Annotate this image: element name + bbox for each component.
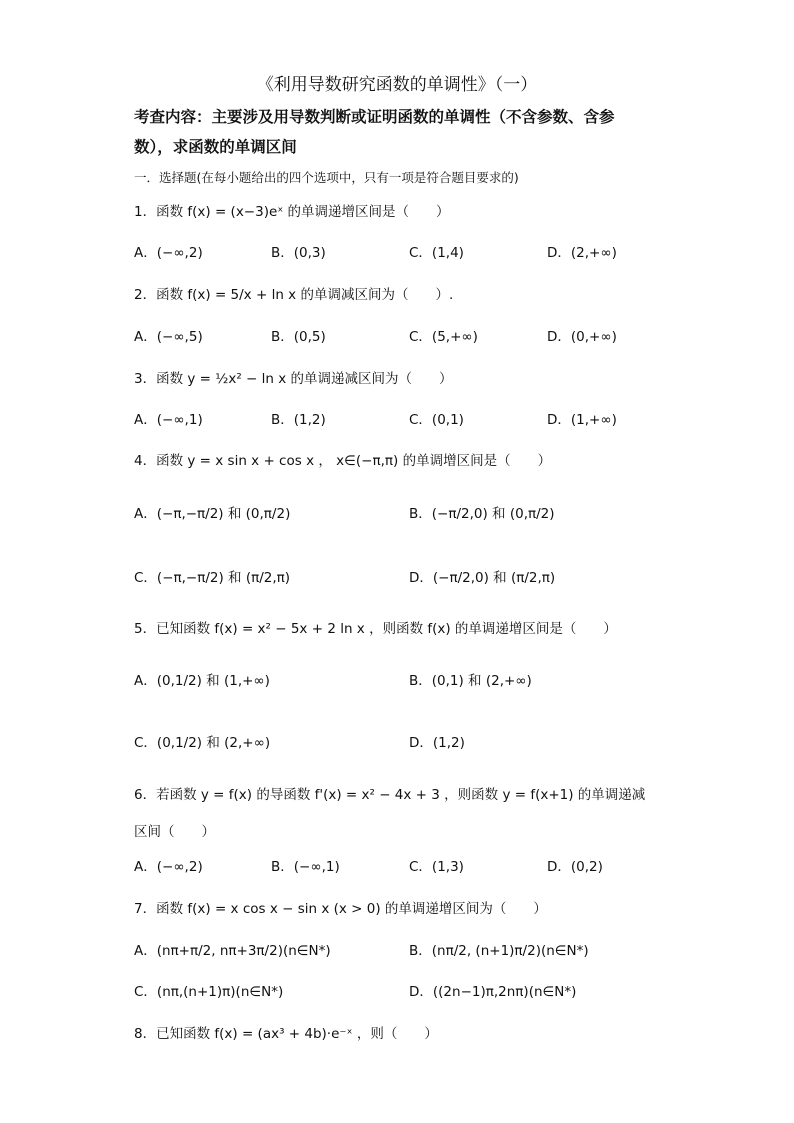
question-6-option-a[interactable]: A．(−∞,2) (134, 859, 203, 875)
question-4-option-a[interactable]: A．(−π,−π/2) 和 (0,π/2) (134, 506, 291, 522)
subtitle-line-1: 考查内容：主要涉及用导数判断或证明函数的单调性（不含参数、含参 (134, 108, 615, 126)
question-7-option-d[interactable]: D．((2n−1)π,2nπ)(n∈N*) (409, 984, 577, 1000)
question-7-option-b[interactable]: B．(nπ/2, (n+1)π/2)(n∈N*) (409, 943, 589, 959)
question-6-option-c[interactable]: C．(1,3) (409, 859, 464, 875)
question-6-option-b[interactable]: B．(−∞,1) (271, 859, 340, 875)
question-3-option-a[interactable]: A．(−∞,1) (134, 412, 203, 428)
question-5-option-a[interactable]: A．(0,1/2) 和 (1,+∞) (134, 673, 270, 689)
question-8-stem: 8．已知函数 f(x) = (ax³ + 4b)·e⁻ˣ ，则（ ） (134, 1026, 438, 1042)
question-5-option-c[interactable]: C．(0,1/2) 和 (2,+∞) (134, 735, 271, 751)
question-7-option-a[interactable]: A．(nπ+π/2, nπ+3π/2)(n∈N*) (134, 943, 331, 959)
question-1-option-c[interactable]: C．(1,4) (409, 245, 464, 261)
question-4-option-b[interactable]: B．(−π/2,0) 和 (0,π/2) (409, 506, 555, 522)
question-2-stem: 2．函数 f(x) = 5/x + ln x 的单调减区间为（ ）. (134, 287, 454, 303)
question-3-option-d[interactable]: D．(1,+∞) (547, 412, 617, 428)
question-2-option-c[interactable]: C．(5,+∞) (409, 329, 478, 345)
question-2-option-d[interactable]: D．(0,+∞) (547, 329, 617, 345)
section-heading: 一．选择题(在每小题给出的四个选项中，只有一项是符合题目要求的) (134, 170, 519, 185)
question-1-option-a[interactable]: A．(−∞,2) (134, 245, 203, 261)
question-2-option-b[interactable]: B．(0,5) (271, 329, 326, 345)
question-6-option-d[interactable]: D．(0,2) (547, 859, 603, 875)
question-7-option-c[interactable]: C．(nπ,(n+1)π)(n∈N*) (134, 984, 284, 1000)
question-3-stem: 3．函数 y = ½x² − ln x 的单调递减区间为（ ） (134, 371, 453, 387)
question-7-stem: 7．函数 f(x) = x cos x − sin x (x > 0) 的单调递增区间为（ ） (134, 901, 547, 917)
question-5-option-d[interactable]: D．(1,2) (409, 735, 465, 751)
question-3-option-b[interactable]: B．(1,2) (271, 412, 326, 428)
question-4-option-d[interactable]: D．(−π/2,0) 和 (π/2,π) (409, 570, 556, 586)
question-4-option-c[interactable]: C．(−π,−π/2) 和 (π/2,π) (134, 570, 291, 586)
question-1-option-d[interactable]: D．(2,+∞) (547, 245, 617, 261)
question-6-stem: 6．若函数 y = f(x) 的导函数 f'(x) = x² − 4x + 3 ，则函数 y = f(x+1) 的单调递减 (134, 787, 646, 803)
question-1-stem: 1．函数 f(x) = (x−3)eˣ 的单调递增区间是（ ） (134, 204, 450, 220)
question-4-stem: 4．函数 y = x sin x + cos x ， x∈(−π,π) 的单调增区间是（ ） (134, 453, 552, 469)
question-2-option-a[interactable]: A．(−∞,5) (134, 329, 203, 345)
question-3-option-c[interactable]: C．(0,1) (409, 412, 464, 428)
subtitle-line-2: 数），求函数的单调区间 (134, 138, 297, 156)
question-5-stem: 5．已知函数 f(x) = x² − 5x + 2 ln x ，则函数 f(x) 的单调递增区间是（ ） (134, 621, 617, 637)
question-5-option-b[interactable]: B．(0,1) 和 (2,+∞) (409, 673, 532, 689)
question-1-option-b[interactable]: B．(0,3) (271, 245, 326, 261)
question-6-stem-continued: 区间（ ） (134, 824, 215, 840)
page-title: 《利用导数研究函数的单调性》（一） (256, 75, 538, 95)
